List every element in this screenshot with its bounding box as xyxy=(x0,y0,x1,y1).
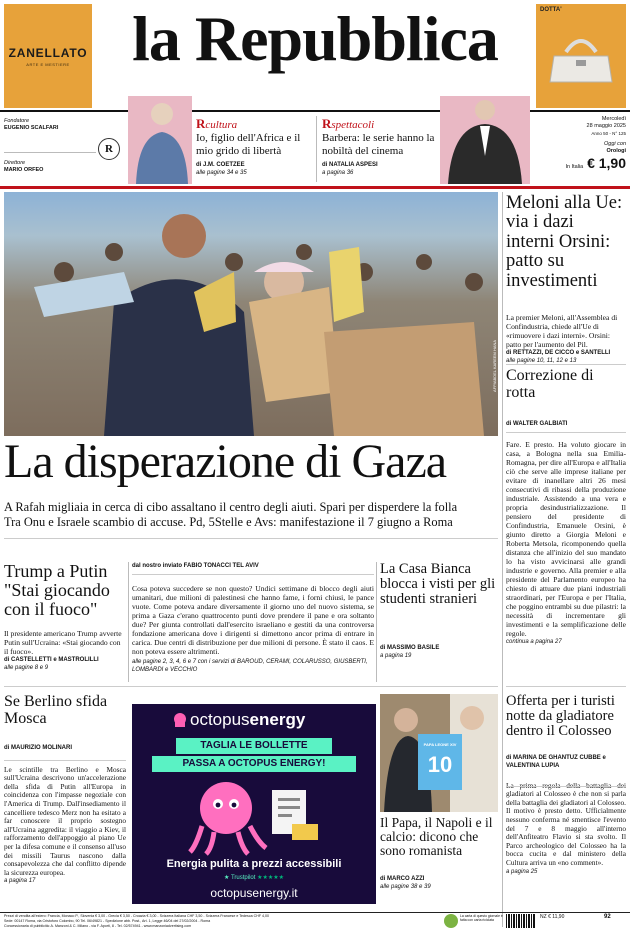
footer-price: € 11,90 xyxy=(548,914,565,920)
date-day: Mercoledì xyxy=(601,116,626,122)
footer-address: Sede: 00147 Roma, via Cristoforo Colombo, 90 Tel. 06/49821 - Spedizione abb. Post., Art. 1, Legge 46/04 del 27/02/2004 - Roma xyxy=(4,919,211,923)
footer-prices: Prezzi di vendita all'estero: Francia, Monaco P., Slovenia € 3,00 - Grecia € 3,50 - Croazia € 3,00 - Svizzera Italiana CHF 3,50 - Svizzera Francese e Tedesca CHF 4,00 xyxy=(4,914,270,918)
teaser-spettacoli-title: Barbera: le serie hanno la nobiltà del cinema xyxy=(322,132,435,157)
main-headline[interactable]: La disperazione di Gaza xyxy=(4,435,447,488)
founder-block xyxy=(4,118,96,174)
octopus-logo-icon xyxy=(172,712,188,728)
dotta-ad[interactable] xyxy=(536,4,626,108)
main-deck-1: A Rafah migliaia in cerca di cibo assaltano il centro degli aiuti. Spari per disperdere la folla xyxy=(4,500,458,514)
price-label: In Italia xyxy=(565,164,584,170)
correzione-article[interactable] xyxy=(506,368,626,646)
octopus-url[interactable]: octopusenergy.it xyxy=(210,886,298,900)
masthead-logo[interactable]: la Repubblica xyxy=(132,3,498,74)
teaser-cultura[interactable]: Rcultura Io, figlio dell'Africa e il mio grido di libertà di J.M. COETZEE alle pagine 34 e 35 xyxy=(196,116,316,177)
aspesi-photo xyxy=(440,96,530,184)
teaser-cultura-title: Io, figlio dell'Africa e il mio grido di libertà xyxy=(196,132,301,157)
casabianca-article[interactable] xyxy=(380,562,498,660)
colosseo-headline: Offerta per i turisti notte da gladiatore dentro il Colosseo xyxy=(506,693,615,740)
footer-advertising: Concessionaria di pubblicità: A. Manzoni & C. Milano - via F. Aporti, 8 - Tel. 02/574941 - www.manzoniadvertising.com xyxy=(4,924,192,928)
meloni-authors: di RETTAZZI, DE CICCO e SANTELLI xyxy=(506,350,611,357)
berlino-article[interactable] xyxy=(4,694,126,885)
meloni-body: La premier Meloni, all'Assemblea di Confindustria, chiede all'Ue di «rimuovere i dazi interni». Orsini: patto per l'aumento del Pil. xyxy=(506,313,618,350)
berlino-body: Le scintille tra Berlino e Mosca sull'Ucraina descrivono un'accelerazione della sfida di Putin all'Europa in coincidenza con l'impasse negoziale con l'America di Trump. Dall'insediamento il cancelliere tedesco Merz non ha esitato a far conoscere il proprio sostegno all'Ucraina aggredita: il viaggio a Kiev, il rafforzamento dell'appoggio al piano Ue per la difesa comune e il consenso all'uso dei missili Taurus nascono dalla consapevolezza che dal conflitto dipende la sicurezza europea. xyxy=(4,764,126,877)
trump-authors: di CASTELLETTI e MASTROLILLI xyxy=(4,656,99,663)
papa-photo xyxy=(380,694,498,812)
price: € 1,90 xyxy=(587,155,626,171)
colosseo-pages: a pagina 25 xyxy=(506,868,538,875)
berlino-pages: a pagina 17 xyxy=(4,878,36,885)
barbera-portrait-icon xyxy=(440,96,530,184)
teaser-spettacoli-section: spettacoli xyxy=(331,119,375,131)
teaser-cultura-section: cultura xyxy=(205,119,238,131)
director-name: MARIO ORFEO xyxy=(4,167,44,173)
tonacci-body: Cosa poteva succedere se non questo? Undici settimane di blocco degli aiuti umanitari, due milioni di palestinesi che hanno fame, i forni chiusi, le pance vuote. Come poteva andare diversamente il giorno uno del nuovo sistema, se prima a Gaza c'erano quattrocento punti dove prendere il pane e ora soltanto due? Per giunta controllati dall'esercito israeliano e gestiti da una controversa fondazione americana dove i dirigenti si dimettono ancor prima di entrare in carica. Due centri di distribuzione per due milioni di persone. È stato il caos. E non poteva essere altrimenti. xyxy=(132,584,374,656)
founder-label: Fondatore xyxy=(4,118,30,124)
date-date: 28 maggio 2025 xyxy=(586,123,626,129)
octopus-band-2: PASSA A OCTOPUS ENERGY! xyxy=(152,756,356,772)
tonacci-byline: dal nostro inviato FABIO TONACCI TEL AVIV xyxy=(132,563,259,569)
tonacci-pages: alle pagine 2, 3, 4, 6 e 7 con i servizi di BAROUD, CERAMI, COLARUSSO, GIUSBERTI, LOMBARDI e VECCHIO xyxy=(132,659,368,673)
barcode xyxy=(506,914,536,928)
date-year: Anno 50 - N° 125 xyxy=(591,131,626,136)
colosseo-author: di MARINA DE GHANTUZ CUBBE e VALENTINA LUPIA xyxy=(506,754,606,769)
main-deck-2: Tra Onu e Israele scambio di accuse. Pd, 5Stelle e Avs: manifestazione il 7 giugno a Roma xyxy=(4,515,453,529)
teaser-spettacoli-author: NATALIA ASPESI xyxy=(329,162,378,168)
teaser-cultura-author: J.M. COETZEE xyxy=(203,162,245,168)
octopus-brand: octopus xyxy=(190,710,250,729)
papa-pages: alle pagine 38 e 39 xyxy=(380,883,431,890)
octopus-brand-2: energy xyxy=(249,710,306,729)
casabianca-pages: a pagina 19 xyxy=(380,652,412,659)
gaza-photo xyxy=(4,192,498,436)
teaser-cultura-pages: alle pagine 34 e 35 xyxy=(196,170,247,176)
date-block xyxy=(536,116,626,171)
trump-headline: Trump a Putin "Stai giocando con il fuoco" xyxy=(4,561,110,619)
papa-shirt-name: PAPA LEONE XIV xyxy=(423,742,457,747)
meloni-article[interactable] xyxy=(506,194,626,365)
colosseo-article[interactable] xyxy=(506,694,626,876)
berlino-headline: Se Berlino sfida Mosca xyxy=(4,693,108,727)
colosseo-body: gladiatori al Colosseo è che non si parla della battaglia dei gladiatori al Colosseo. Il motivo è presto detto. Ufficialmente nessuno conferma né smentisce l'evento del 7 e 8 maggio all'interno dell'Anfiteatro Flavio si sta svolto. Il Parco archeologico del Colosseo ha la bocca cucita e dal ministero della Cultura arriva un «no comment». xyxy=(506,789,626,867)
casabianca-headline: La Casa Bianca blocca i visti per gli studenti stranieri xyxy=(380,561,496,608)
zanellato-sub: ARTE E MESTIERE xyxy=(26,61,70,67)
date-with: Oggi con xyxy=(603,141,626,147)
director-label: Direttore xyxy=(4,160,26,166)
crowd-illustration xyxy=(4,192,498,436)
coetzee-photo xyxy=(128,96,192,184)
correzione-author: di WALTER GALBIATI xyxy=(506,420,568,427)
zanellato-brand: ZANELLATO xyxy=(8,45,88,60)
coetzee-portrait-icon xyxy=(128,96,192,184)
teaser-spettacoli-pages: a pagina 36 xyxy=(322,170,354,176)
teaser-spettacoli[interactable]: Rspettacoli Barbera: le serie hanno la nobiltà del cinema di NATALIA ASPESI a pagina 36 xyxy=(322,116,440,177)
trump-article[interactable] xyxy=(4,562,126,672)
octopus-tagline: Energia pulita a prezzi accessibili xyxy=(166,858,342,870)
founder-name: EUGENIO SCALFARI xyxy=(4,125,59,131)
handbag-icon xyxy=(546,30,616,90)
octopus-mascot-icon xyxy=(186,776,326,856)
dotta-label: DOTTA' xyxy=(540,7,562,13)
trump-body: Il presidente americano Trump avverte Putin sull'Ucraina: «Stai giocando con il fuoco». xyxy=(4,628,122,656)
casabianca-author: di MASSIMO BASILE xyxy=(380,644,440,651)
repubblica-r-logo: R xyxy=(98,138,120,160)
papa-author: di MARCO AZZI xyxy=(380,875,425,882)
octopus-band-1: TAGLIA LE BOLLETTE xyxy=(176,738,332,754)
octopus-trust: Trustpilot xyxy=(230,875,256,881)
tonacci-article[interactable] xyxy=(132,562,374,674)
recycle-badge-icon xyxy=(444,914,458,928)
meloni-headline: Meloni alla Ue: via i dazi interni Orsini: patto su investimenti xyxy=(506,193,623,291)
footer-code: NZ xyxy=(540,914,547,920)
papa-article[interactable] xyxy=(380,816,498,891)
meloni-pages: alle pagine 10, 11, 12 e 13 xyxy=(506,358,577,365)
trustpilot-star-icon: ★ xyxy=(224,875,230,881)
correzione-cont: continua a pagina 27 xyxy=(506,638,562,645)
footer-badge: La carta di questo giornale è fatta con carta riciclata xyxy=(460,914,503,923)
trump-pages: alle pagine 8 e 9 xyxy=(4,664,49,671)
correzione-headline: Correzione di rotta xyxy=(506,367,594,401)
octopus-ad[interactable]: octopusenergy TAGLIA LE BOLLETTE PASSA A OCTOPUS ENERGY! Energia pulita a prezzi accessibili ★ Trustpilot ★★★★★ octopusenergy.it xyxy=(132,704,376,904)
photo-credit: AFP/ABDEL KAREEM HANA xyxy=(492,339,497,392)
papa-headline: Il Papa, il Napoli e il calcio: dicono che sono romanista xyxy=(380,815,493,859)
footer-right xyxy=(540,914,564,920)
papa-shirt-number: 10 xyxy=(427,752,453,777)
main-deck xyxy=(4,500,498,530)
berlino-author: di MAURIZIO MOLINARI xyxy=(4,744,72,751)
footer-number: 92 xyxy=(604,914,611,920)
footer-left xyxy=(4,914,434,929)
correzione-body: Fare. E presto. Ha voluto giocare in casa, a Bologna nella sua Emilia-Romagna, per dire all'Europa e all'Italia ciò che serve alle imprese italiane per evitare di inanellare altri 26 mesi consecutivi di ribassi della produzione industriale. Assistendo a una vera e propria desindustrializzazione. Il pensiero del presidente di Confindustria, Emanuele Orsini, è giunto diretto a Giorgia Meloni e Roberta Metsola, ricomponendo quella distanza che all'inizio del suo mandato lo ha visto avvicinarsi alle grandi industrie e governo. Alla premier e alla presidente del Parlamento europeo ha chiesto di attuare due piani industriali straordinari, per l'Europa e per l'Italia, che poggino entrambi su due pilastri: la necessità di incrementare gli investimenti e la semplificazione delle regole. xyxy=(506,439,626,638)
date-supplement: Orologi xyxy=(606,148,626,154)
zanellato-ad[interactable] xyxy=(4,4,92,108)
